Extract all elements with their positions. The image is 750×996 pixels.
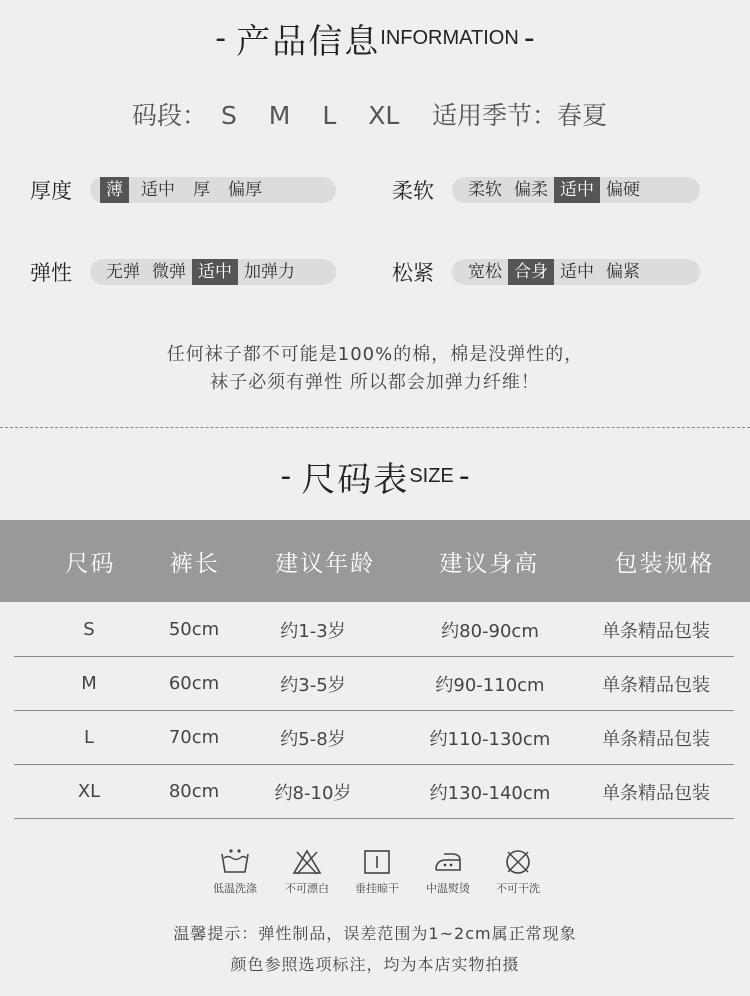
table-row xyxy=(14,603,734,657)
note-line-2: 袜子必须有弹性 所以都会加弹力纤维！ xyxy=(210,372,540,393)
header-size: 尺码 xyxy=(65,550,116,577)
care-item xyxy=(483,848,553,896)
attr-option-selected: 适中 xyxy=(192,259,238,285)
care-label: 不可干洗 xyxy=(496,882,540,895)
cell-age: 约1-3岁 xyxy=(280,620,346,642)
title-dash-right: - xyxy=(523,21,535,56)
attr-option: 微弹 xyxy=(152,262,186,282)
cell-length: 50cm xyxy=(168,619,220,640)
care-instructions xyxy=(0,848,750,898)
attr-option: 适中 xyxy=(141,180,175,200)
season-value: 春夏 xyxy=(557,101,608,130)
cell-age: 约5-8岁 xyxy=(280,728,346,750)
size-option: L xyxy=(322,101,337,130)
cell-package: 单条精品包装 xyxy=(602,674,710,696)
cell-size: XL xyxy=(77,781,101,802)
note-line-1: 任何袜子都不可能是100%的棉，棉是没弹性的， xyxy=(166,344,584,365)
header-age: 建议年龄 xyxy=(275,550,376,577)
attr-option: 偏紧 xyxy=(606,262,640,282)
footer-line-2: 颜色参照选项标注，均为本店实物拍摄 xyxy=(230,955,520,974)
size-title-en: SIZE xyxy=(409,465,454,487)
attr-pill xyxy=(452,177,700,203)
attr-label: 弹性 xyxy=(30,261,72,285)
season-label: 适用季节： xyxy=(432,101,558,130)
care-label: 中温熨烫 xyxy=(426,882,470,895)
cell-age: 约3-5岁 xyxy=(280,674,346,696)
size-option: M xyxy=(268,101,291,130)
cell-height: 约110-130cm xyxy=(429,728,551,750)
care-label: 垂挂晾干 xyxy=(355,882,399,895)
attr-label: 厚度 xyxy=(30,179,72,203)
care-item xyxy=(413,848,483,896)
header-height: 建议身高 xyxy=(439,550,540,577)
size-section-title xyxy=(0,452,750,501)
attr-option-selected: 适中 xyxy=(554,177,600,203)
dashed-divider xyxy=(0,427,750,428)
attr-label: 松紧 xyxy=(392,261,434,285)
attr-label: 柔软 xyxy=(392,179,434,203)
no-bleach-icon xyxy=(291,848,323,876)
care-label: 不可漂白 xyxy=(285,882,329,895)
table-row xyxy=(14,765,734,819)
care-item xyxy=(272,848,342,896)
cell-length: 60cm xyxy=(168,673,220,694)
size-range-label: 码段： xyxy=(132,101,208,130)
info-title-en: INFORMATION xyxy=(380,27,519,49)
cell-height: 约130-140cm xyxy=(429,782,551,804)
care-item xyxy=(342,848,412,896)
title-dash-left: - xyxy=(215,21,227,56)
size-title-cn: 尺码表 xyxy=(301,460,410,500)
cell-age: 约8-10岁 xyxy=(274,782,352,804)
footer-line-1: 温馨提示：弹性制品，误差范围为1~2cm属正常现象 xyxy=(173,924,577,943)
size-option: S xyxy=(220,101,237,130)
cell-height: 约90-110cm xyxy=(435,674,545,696)
attr-pill xyxy=(90,259,336,285)
care-item xyxy=(200,848,270,896)
info-section-title xyxy=(0,14,750,63)
cell-size: S xyxy=(83,619,95,640)
attr-option: 偏硬 xyxy=(606,180,640,200)
attr-pill xyxy=(452,259,700,285)
size-range xyxy=(132,96,423,132)
cell-package: 单条精品包装 xyxy=(602,620,710,642)
attr-option: 偏厚 xyxy=(228,180,262,200)
size-table-body xyxy=(14,603,734,819)
cell-package: 单条精品包装 xyxy=(602,728,710,750)
attr-option: 柔软 xyxy=(468,180,502,200)
attr-softness xyxy=(392,175,700,205)
attr-option-selected: 薄 xyxy=(100,177,129,203)
cell-height: 约80-90cm xyxy=(441,620,539,642)
medium-iron-icon xyxy=(432,848,464,876)
cell-size: L xyxy=(83,727,95,748)
table-row xyxy=(14,657,734,711)
attr-option: 偏柔 xyxy=(514,180,548,200)
header-length: 裤长 xyxy=(169,550,220,577)
attr-option: 无弹 xyxy=(106,262,140,282)
table-row xyxy=(14,711,734,765)
size-option: XL xyxy=(368,101,400,130)
title-dash-left: - xyxy=(280,459,292,494)
attr-elasticity xyxy=(30,257,336,287)
attr-option-selected: 合身 xyxy=(508,259,554,285)
attr-option: 适中 xyxy=(560,262,594,282)
hang-dry-icon xyxy=(361,848,393,876)
attr-pill xyxy=(90,177,336,203)
attr-option: 厚 xyxy=(193,180,210,200)
no-dry-clean-icon xyxy=(502,848,534,876)
attr-option: 宽松 xyxy=(468,262,502,282)
size-table-header xyxy=(0,520,750,602)
low-temp-wash-icon xyxy=(219,848,251,876)
attr-fit xyxy=(392,257,700,287)
cell-size: M xyxy=(81,673,97,694)
attr-option: 加弹力 xyxy=(244,262,295,282)
cell-package: 单条精品包装 xyxy=(602,782,710,804)
attr-thickness xyxy=(30,175,336,205)
cell-length: 70cm xyxy=(168,727,220,748)
care-label: 低温洗涤 xyxy=(213,882,257,895)
title-dash-right: - xyxy=(458,459,470,494)
cell-length: 80cm xyxy=(168,781,220,802)
header-package: 包装规格 xyxy=(614,550,715,577)
season xyxy=(432,96,607,132)
info-title-cn: 产品信息 xyxy=(236,22,381,62)
